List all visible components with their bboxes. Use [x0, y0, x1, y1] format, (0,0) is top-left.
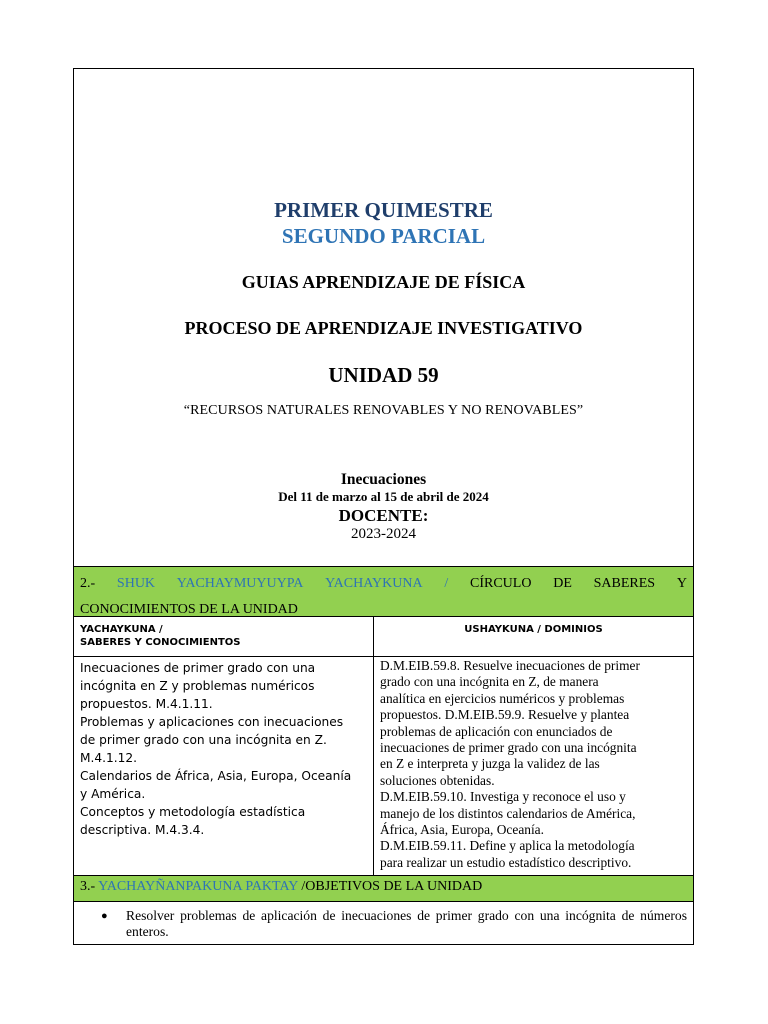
unit-title: UNIDAD 59 — [328, 363, 439, 387]
knowledge-line: Inecuaciones de primer grado con una — [80, 661, 316, 675]
knowledge-line: Problemas y aplicaciones con inecuaciones — [80, 715, 344, 729]
section2-header — [74, 566, 693, 617]
domain-line: para realizar un estudio estadístico descriptivo. — [380, 854, 632, 870]
domain-line: África, Asia, Europa, Oceanía. — [380, 822, 544, 838]
domain-line: D.M.EIB.59.10. Investiga y reconoce el uso y — [380, 789, 626, 805]
column-header-domains: USHAYKUNA / DOMINIOS — [374, 617, 693, 657]
section2-number: 2.- — [80, 576, 96, 591]
knowledge-line: propuestos. M.4.1.11. — [80, 697, 213, 711]
domain-line: problemas de aplicación con enunciados de — [380, 723, 613, 739]
knowledge-line: descriptiva. M.4.3.4. — [80, 823, 205, 837]
bullet-icon: ● — [101, 910, 108, 922]
section2-es-2: DE — [553, 576, 572, 591]
knowledge-line: y América. — [80, 787, 146, 801]
domain-line: soluciones obtenidas. — [380, 772, 495, 788]
knowledge-line: M.4.1.12. — [80, 751, 138, 765]
section2-es-4: Y — [676, 576, 687, 591]
objective-item — [74, 902, 693, 940]
objective-text: Resolver problemas de aplicación de inecuaciones de primer grado con una incógnita de números enteros. — [126, 908, 687, 939]
column-header-knowledge — [74, 617, 374, 657]
guide-title: GUIAS APRENDIZAJE DE FÍSICA — [241, 272, 526, 292]
domain-line: propuestos. D.M.EIB.59.9. Resuelve y plantea — [380, 707, 630, 723]
domain-line: en Z e interpreta y juzga la validez de las — [380, 756, 600, 772]
process-title: PROCESO DE APRENDIZAJE INVESTIGATIVO — [184, 318, 583, 338]
domain-line: analítica en ejercicios numéricos y problemas — [380, 690, 625, 706]
knowledge-line: Calendarios de África, Asia, Europa, Oceanía — [80, 769, 352, 783]
section3-header — [74, 875, 693, 902]
section3-kichwa: YACHAYÑANPAKUNA PAKTAY — [98, 879, 298, 894]
section2-es-1: CÍRCULO — [470, 576, 532, 591]
title-parcial: SEGUNDO PARCIAL — [281, 224, 486, 248]
section3-spanish: /OBJETIVOS DE LA UNIDAD — [301, 879, 483, 894]
domain-line: manejo de los distintos calendarios de América, — [380, 805, 636, 821]
unit-theme: “RECURSOS NATURALES RENOVABLES Y NO RENOVABLES” — [183, 403, 584, 418]
date-range: Del 11 de marzo al 15 de abril de 2024 — [278, 489, 489, 504]
knowledge-line: incógnita en Z y problemas numéricos — [80, 679, 315, 693]
column-header-knowledge-line1: YACHAYKUNA / — [80, 624, 163, 635]
knowledge-line: Conceptos y metodología estadística — [80, 805, 306, 819]
section2-line2: CONOCIMIENTOS DE LA UNIDAD — [80, 602, 298, 617]
domain-line: D.M.EIB.59.8. Resuelve inecuaciones de primer — [380, 658, 640, 673]
section2-slash: / — [444, 576, 449, 591]
topic: Inecuaciones — [340, 471, 427, 488]
column-header-knowledge-line2: SABERES Y CONOCIMIENTOS — [80, 637, 241, 648]
domain-line: D.M.EIB.59.11. Define y aplica la metodología — [380, 838, 635, 854]
section2-kichwa-1: SHUK — [116, 576, 156, 591]
school-year: 2023-2024 — [351, 526, 416, 542]
knowledge-cell — [74, 657, 374, 877]
document-frame — [73, 68, 694, 945]
domain-line: grado con una incógnita en Z, de manera — [380, 674, 599, 690]
section2-es-3: SABERES — [593, 576, 656, 591]
section3-number: 3.- — [80, 879, 96, 894]
section2-kichwa-2: YACHAYMUYUYPA — [176, 576, 304, 591]
domains-cell — [374, 657, 693, 877]
knowledge-line: de primer grado con una incógnita en Z. — [80, 733, 327, 747]
section2-kichwa-3: YACHAYKUNA — [325, 576, 423, 591]
domain-line: inecuaciones de primer grado con una incógnita — [380, 740, 637, 756]
teacher-label: DOCENTE: — [338, 506, 429, 525]
title-quimestre: PRIMER QUIMESTRE — [274, 198, 493, 222]
